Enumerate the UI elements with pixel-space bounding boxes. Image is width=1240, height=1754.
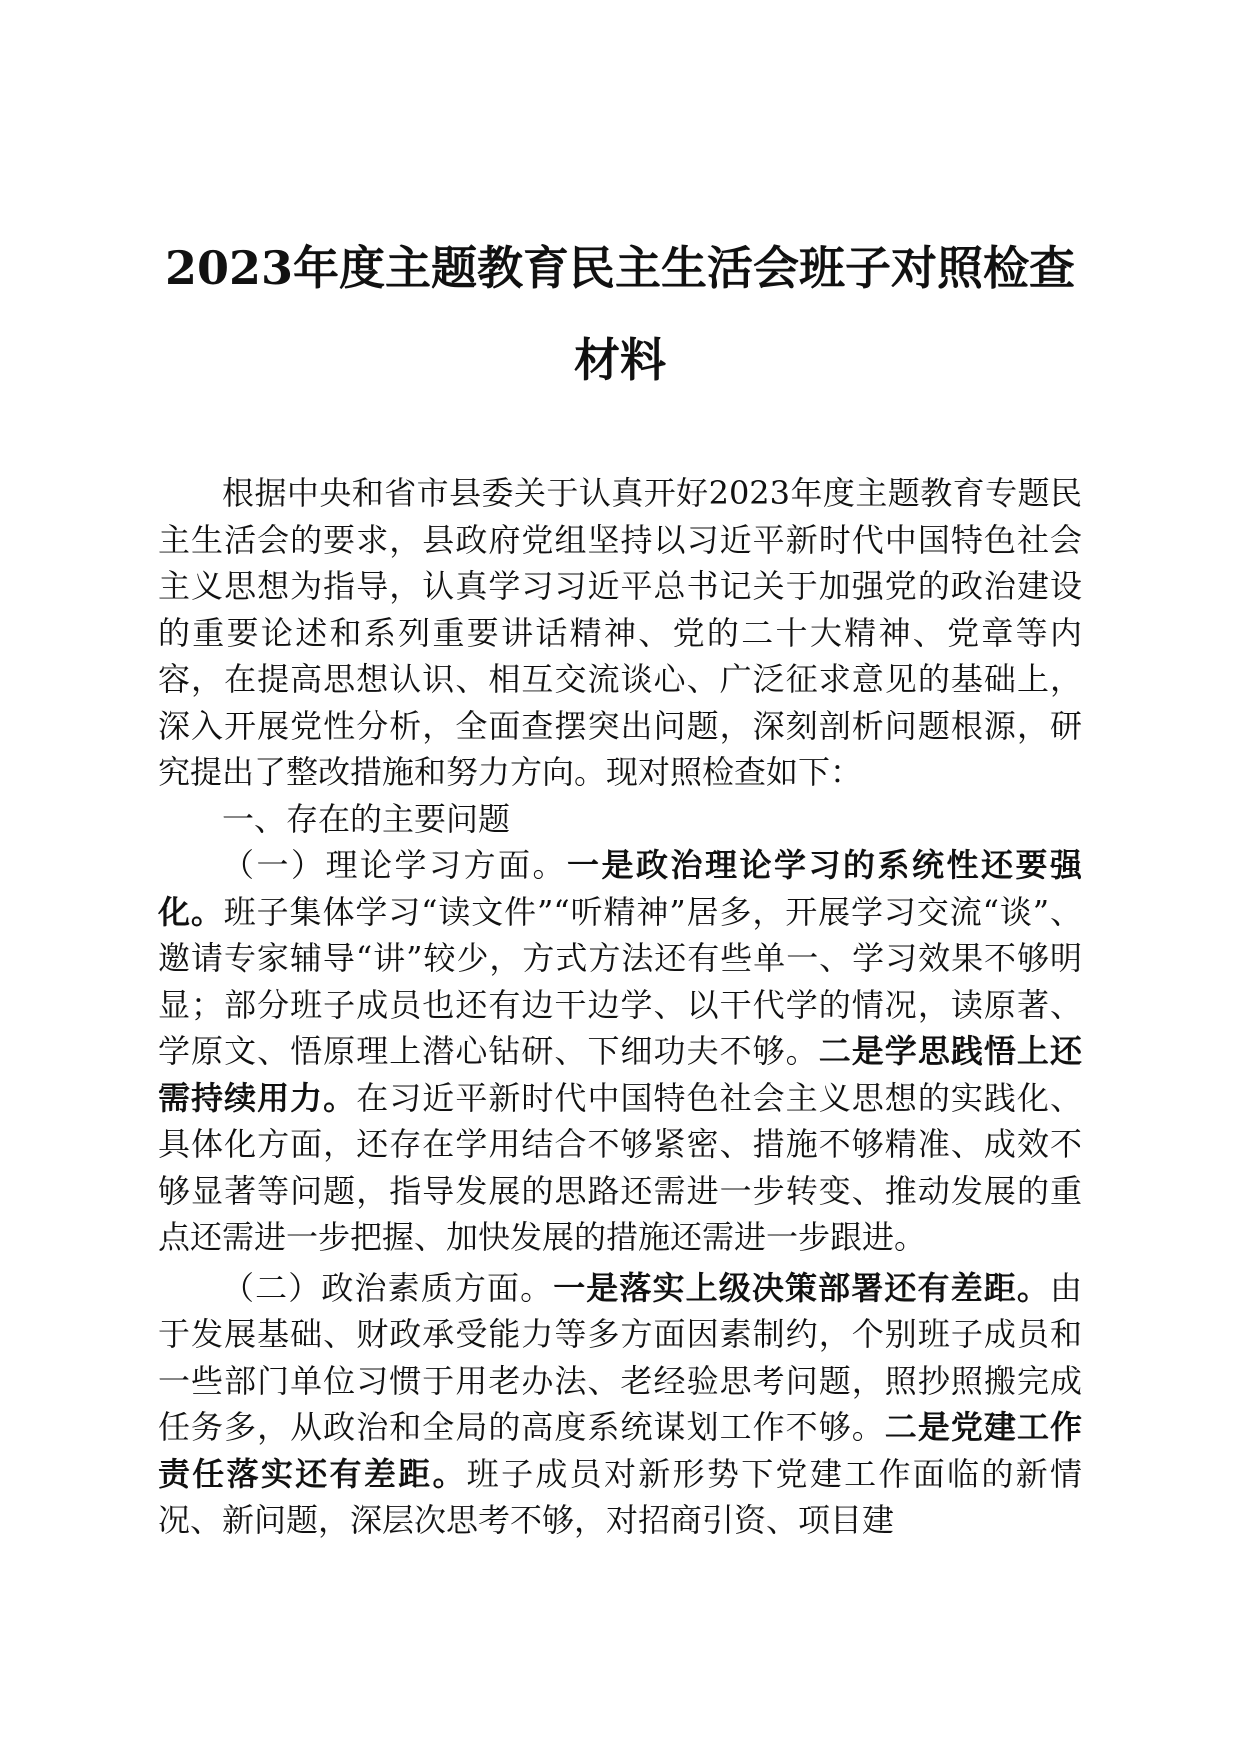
title-line-1: 2023年度主题教育民主生活会班子对照检查 <box>164 241 1076 295</box>
paragraph-text: 班子成员对新形势下党建工作面临的新情况、新问题，深层次思考不够，对招商引资、项目建 <box>158 1454 1082 1539</box>
bold-point: 一是落实上级决策部署还有差距。 <box>553 1268 1050 1307</box>
bold-point: 二是学思践悟上还需持续用力。 <box>158 1032 1082 1117</box>
intro-paragraph: 根据中央和省市县委关于认真开好2023年度主题教育专题民主生活会的要求，县政府党组坚持以习近平新时代中国特色社会主义思想为指导，认真学习习近平总书记关于加强党的政治建设的重要论述和系列重要讲话精神、党的二十大精神、党章等内容，在提高思想认识、相互交流谈心、广泛征求意见的基础上，深入开展党性分析，全面查摆突出问题，深刻剖析问题根源，研究提出了整改措施和努力方向。现对照检查如下： <box>158 474 1082 791</box>
paragraph-lead: （二）政治素质方面。 <box>222 1268 554 1307</box>
paragraph-text: 由于发展基础、财政承受能力等多方面因素制约，个别班子成员和一些部门单位习惯于用老办法、老经验思考问题，照抄照搬完成任务多，从政治和全局的高度系统谋划工作不够。 <box>158 1268 1082 1446</box>
title-line-2: 材料 <box>574 333 666 387</box>
theory-study-paragraph <box>158 842 1082 1261</box>
section-heading: 一、存在的主要问题 <box>222 799 511 838</box>
document-title <box>150 222 1090 406</box>
paragraph-text: 班子集体学习“读文件”“听精神”居多，开展学习交流“谈”、邀请专家辅导“讲”较少，方式方法还有些单一、学习效果不够明显；部分班子成员也还有边干边学、以干代学的情况，读原著、学原文、悟原理上潜心钻研、下细功夫不够。 <box>158 892 1082 1070</box>
paragraph-text: 在习近平新时代中国特色社会主义思想的实践化、具体化方面，还存在学用结合不够紧密、措施不够精准、成效不够显著等问题，指导发展的思路还需进一步转变、推动发展的重点还需进一步把握、加快发展的措施还需进一步跟进。 <box>158 1078 1082 1256</box>
paragraph-lead: （一）理论学习方面。 <box>222 846 567 884</box>
bold-point: 二是党建工作责任落实还有差距。 <box>158 1408 1082 1493</box>
bold-point: 一是政治理论学习的系统性还要强化。 <box>158 846 1082 931</box>
document-body <box>158 470 1082 1544</box>
political-quality-paragraph <box>158 1265 1082 1544</box>
